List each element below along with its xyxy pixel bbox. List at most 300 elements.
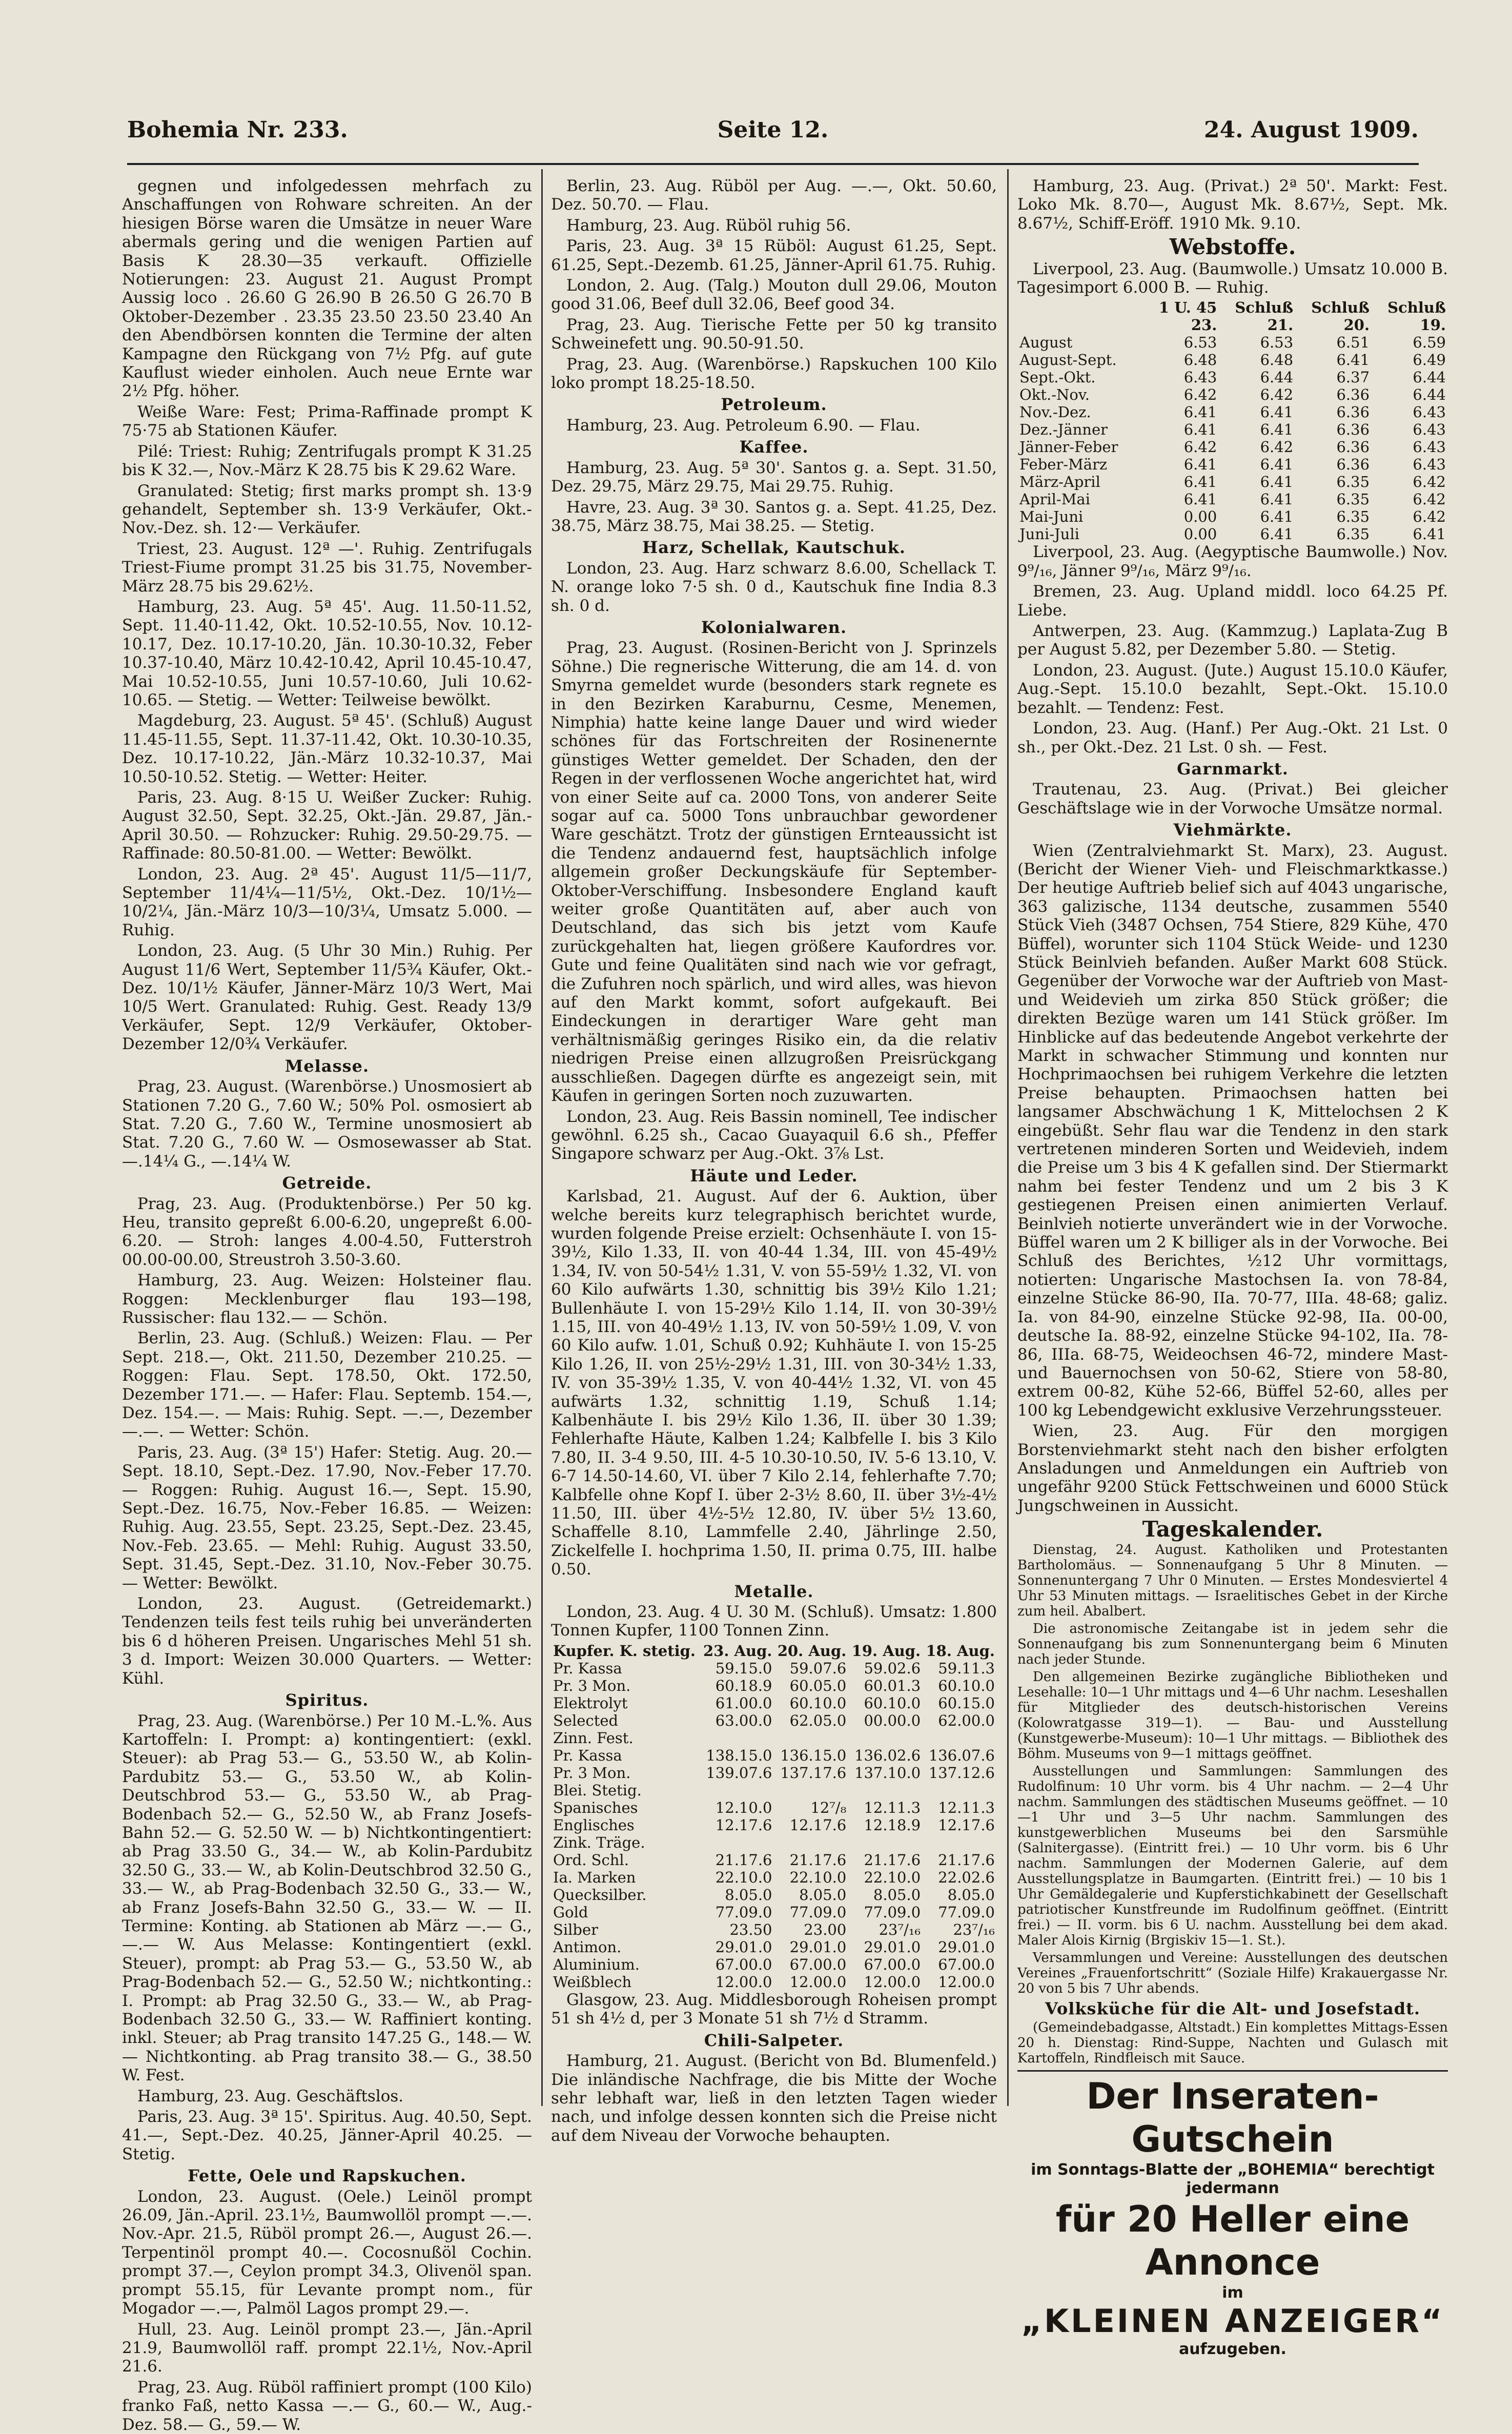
section-heading-kaffee: Kaffee. xyxy=(739,437,809,457)
table-cell xyxy=(700,1834,774,1851)
report-paragraph: Karlsbad, 21. August. Auf der 6. Auktion, über welche bereits kurz telegraphisch berichtet wurde, wurden folgende Preise erzielt: Ochsenhäute I. von 15-39½, Kilo 1.33, II. von 40-44 1.34, III. von 45-49½ 1.34, IV. von 50-54½ 1.31, V. von 55-59½ 1.32, VI. von 60 Kilo aufwärts 1.30, schnittig bis 39½ Kilo 1.21; Bullenhäute I. von 15-29½ Kilo 1.14, II. von 30-39½ 1.15, III. von 40-49½ 1.13, IV. von 50-59½ 1.09, V. von 60 Kilo aufw. 1.01, Schuß 0.92; Kuhhäute I. von 15-25 Kilo 1.26, II. von 25½-29½ 1.31, III. von 30-34½ 1.33, IV. von 35-39½ 1.35, V. von 40-44½ 1.32, VI. von 45 aufwärts 1.32, schnittig 1.19, Schuß 1.14; Kalbenhäute I. bis 29½ Kilo 1.36, II. über 30 1.39; Fehlerhafte Häute, Kalben 1.24; Kalbfelle I. bis 3 Kilo 7.80, II. 3-4 9.50, III. 4-5 10.30-10.50, IV. 5-6 13.10, V. 6-7 14.50-14.60, VI. über 7 Kilo 2.14, fehlerhafte 7.70; Kalbfelle ohne Kopf I. über 2-3½ 8.60, II. über 3½-4½ 11.50, III. über 4½-5½ 12.80, IV. über 5½ 13.60, Schaffelle 8.10, Lammfelle 2.40, Jährlinge 2.50, Zickelfelle I. hochprima 1.50, II. prima 0.75, III. halbe 0.50. xyxy=(551,1187,997,1579)
report-paragraph: Paris, 23. Aug. (3ª 15') Hafer: Stetig. Aug. 20.— Sept. 18.10, Sept.-Dez. 17.90, Nov.-Feber 17.70. — Roggen: Ruhig. August 16.—, Sept. 15.90, Sept.-Dez. 16.75, Nov.-Feber 16.85. — Weizen: Ruhig. Aug. 23.55, Sept. 23.25, Sept.-Dez. 23.45, Nov.-Feb. 23.65. — Mehl: Ruhig. August 33.50, Sept. 31.45, Sept.-Dez. 31.10, Nov.-Feber 30.75. — Wetter: Bewölkt. xyxy=(122,1443,532,1592)
ad-offer: für 20 Heller eine Annonce xyxy=(1055,2198,1410,2283)
table-cell: 62.05.0 xyxy=(789,1711,847,1729)
report-paragraph: Den allgemeinen Bezirke zugängliche Bibliotheken und Lesehalle: 10—1 Uhr mittags und 4—6 Uhr nachm. Leseshallen für Mitglieder des deutsch-historischen Vereins (Kolowratgasse 319—1). — Bau- und Ausstellung (Kunstgewerbe-Museum): 10—1 Uhr mittags. — Bibliothek des Böhm. Museums von 9—1 mittags geöffnet. xyxy=(1017,1669,1448,1762)
table-cell xyxy=(848,1782,923,1799)
table-cell: Elektrolyt xyxy=(553,1694,628,1712)
saltpeter-reports xyxy=(551,2052,997,2145)
table-cell: 1 U. 45 xyxy=(1158,299,1217,317)
table-cell xyxy=(1017,316,1143,334)
report-paragraph: Antwerpen, 23. Aug. (Kammzug.) Laplata-Zug B per August 5.82, per Dezember 5.80. — Stetig. xyxy=(1017,622,1448,659)
column-rule-2 xyxy=(1007,169,1009,2106)
table-cell: Selected xyxy=(553,1711,619,1729)
report-paragraph: Hamburg, 23. Aug. 5ª 45'. Aug. 11.50-11.52, Sept. 11.40-11.42, Okt. 10.52-10.55, Nov. 10.12-10.17, Dez. 10.17-10.20, Jän. 10.30-10.32, Feber 10.37-10.40, März 10.42-10.42, April 10.45-10.47, Mai 10.52-10.55, Juni 10.57-10.60, Juli 10.62-10.65. — Stetig. — Wetter: Teilweise bewölkt. xyxy=(122,597,532,709)
table-cell: 59.11.3 xyxy=(938,1659,995,1677)
table-cell: Pr. Kassa xyxy=(553,1659,622,1677)
table-cell: 6.48 xyxy=(1183,351,1217,369)
report-paragraph: Bremen, 23. Aug. Upland middl. loco 64.25 Pf. Liebe. xyxy=(1017,582,1448,620)
table-cell: 20. xyxy=(1343,316,1370,334)
table-cell: 6.41 xyxy=(1336,351,1370,369)
table-cell: Englisches xyxy=(553,1816,635,1834)
section-heading-garnmarkt: Garnmarkt. xyxy=(1177,759,1289,779)
table-cell: Dez.-Jänner xyxy=(1019,421,1108,439)
column-rule-1 xyxy=(541,169,543,2106)
table-cell: 6.48 xyxy=(1260,351,1294,369)
table-cell: 12.17.6 xyxy=(789,1816,847,1834)
table-cell xyxy=(774,1782,849,1799)
table-row xyxy=(551,1973,997,1991)
table-cell: Schluß xyxy=(1235,299,1294,317)
table-cell: Zink. Träge. xyxy=(553,1833,645,1851)
table-cell: 6.41 xyxy=(1260,525,1294,543)
table-cell: 6.42 xyxy=(1260,438,1294,456)
table-cell: Antimon. xyxy=(553,1938,622,1956)
table-row xyxy=(1017,525,1448,543)
table-cell: 23. xyxy=(1191,316,1217,334)
section-heading-webstoffe: Webstoffe. xyxy=(1169,234,1296,260)
table-cell: 6.59 xyxy=(1413,334,1446,352)
table-cell: Pr. Kassa xyxy=(553,1746,622,1764)
resin-reports xyxy=(551,559,997,615)
table-cell: 6.53 xyxy=(1260,334,1294,352)
report-paragraph: London, 23. Aug. Harz schwarz 8.6.00, Schellack T. N. orange loko 7·5 sh. 0 d., Kautschuk fine India 8.3 sh. 0 d. xyxy=(551,559,997,615)
report-paragraph: Pilé: Triest: Ruhig; Zentrifugals prompt K 31.25 bis K 32.—, Nov.-März K 28.75 bis K 29.62 Ware. xyxy=(122,442,532,480)
table-cell: 21.17.6 xyxy=(715,1851,772,1869)
table-cell: Jänner-Feber xyxy=(1019,438,1118,456)
table-cell: 12.11.3 xyxy=(938,1798,995,1816)
table-cell: 12.00.0 xyxy=(789,1973,847,1991)
table-cell: 6.49 xyxy=(1413,351,1446,369)
table-row xyxy=(551,1956,997,1973)
ad-headline: Der Inseraten-Gutschein xyxy=(1086,2075,1379,2160)
column-1 xyxy=(122,177,532,2434)
report-paragraph: Hamburg, 23. Aug. Weizen: Holsteiner flau. Roggen: Mecklenburger flau 193—198, Russischer: flau 132.— — Schön. xyxy=(122,1271,532,1327)
table-cell: Ia. Marken xyxy=(553,1868,636,1886)
table-row xyxy=(1017,508,1448,525)
report-paragraph: London, 2. Aug. (Talg.) Mouton dull 29.06, Mouton good 31.06, Beef dull 32.06, Beef good 34. xyxy=(551,276,997,314)
table-cell: 6.44 xyxy=(1260,369,1294,386)
report-paragraph: Die astronomische Zeitangabe ist in jedem sehr die Sonnenaufgang bis zum Sonnenuntergang beim 6 Minuten nach jeder Stunde. xyxy=(1017,1621,1448,1667)
ad-aufzugeben: aufzugeben. xyxy=(1179,2340,1286,2358)
table-cell: 60.15.0 xyxy=(938,1694,995,1712)
table-cell: 6.42 xyxy=(1413,490,1446,508)
table-cell: 12.10.0 xyxy=(715,1798,772,1816)
table-cell: 6.41 xyxy=(1260,508,1294,526)
report-paragraph: Versammlungen und Vereine: Ausstellungen des deutschen Vereines „Frauenfortschritt“ (Soziale Hilfe) Krakauergasse Nr. 20 von 5 bis 7 Uhr abends. xyxy=(1017,1950,1448,1996)
table-cell: 77.09.0 xyxy=(938,1903,995,1921)
table-cell: 6.35 xyxy=(1336,490,1370,508)
table-cell: 77.09.0 xyxy=(715,1903,772,1921)
colonial-reports xyxy=(551,639,997,1163)
table-cell: 60.10.0 xyxy=(789,1694,847,1712)
table-row xyxy=(551,1938,997,1956)
report-paragraph: Hamburg, 23. Aug. 5ª 30'. Santos g. a. Sept. 31.50, Dez. 29.75, März 29.75, Mai 29.75. Ruhig. xyxy=(551,458,997,496)
table-cell: 19. Aug. xyxy=(851,1642,921,1660)
livestock-reports xyxy=(1017,842,1448,1516)
table-cell: 22.02.6 xyxy=(938,1868,995,1886)
table-cell xyxy=(848,1834,923,1851)
table-cell: 77.09.0 xyxy=(789,1903,847,1921)
table-row xyxy=(551,1921,997,1938)
issue-date: 24. August 1909. xyxy=(1204,117,1419,143)
table-cell: 29.01.0 xyxy=(715,1938,772,1956)
table-cell: 59.07.6 xyxy=(789,1659,847,1677)
table-cell: März-April xyxy=(1019,473,1100,491)
table-cell: 6.41 xyxy=(1413,525,1446,543)
table-cell: Zinn. Fest. xyxy=(553,1729,634,1747)
table-cell: 23. Aug. xyxy=(703,1642,772,1660)
table-cell: 137.10.0 xyxy=(854,1764,921,1782)
section-heading-tageskalender: Tageskalender. xyxy=(1142,1517,1323,1542)
report-paragraph: London, 23. August. (Getreidemarkt.) Tendenzen teils fest teils ruhig bei unveränderten bis 6 d höheren Preisen. Ungarisches Mehl 51 sh. 3 d. Import: Weizen 30.000 Quarters. — Wetter: Kühl. xyxy=(122,1594,532,1688)
table-cell xyxy=(848,1729,923,1747)
table-row xyxy=(551,1747,997,1764)
table-cell: 6.41 xyxy=(1183,421,1217,439)
report-paragraph: London, 23. Aug. Reis Bassin nominell, Tee indischer gewöhnl. 6.25 sh., Cacao Guayaquil 6.6 sh., Pfeffer Singapore schwarz per Aug.-Okt. 3⅞ Lst. xyxy=(551,1107,997,1163)
table-cell: 12.18.9 xyxy=(864,1816,921,1834)
report-paragraph: Prag, 23. Aug. (Warenbörse.) Rapskuchen 100 Kilo loko prompt 18.25-18.50. xyxy=(551,355,997,393)
table-cell: 6.36 xyxy=(1336,456,1370,474)
table-cell: 22.10.0 xyxy=(789,1868,847,1886)
table-row xyxy=(1017,386,1448,403)
table-cell: Sept.-Okt. xyxy=(1019,369,1096,386)
table-row xyxy=(551,1869,997,1886)
table-cell: 136.02.6 xyxy=(854,1746,921,1764)
section-heading-viehmaerkte: Viehmärkte. xyxy=(1173,820,1292,840)
table-cell: 6.41 xyxy=(1183,403,1217,421)
section-heading-harz: Harz, Schellak, Kautschuk. xyxy=(642,538,906,558)
table-cell xyxy=(700,1729,774,1747)
table-row xyxy=(551,1816,997,1834)
advertisement-inserate xyxy=(1017,2070,1448,2359)
report-paragraph: Granulated: Stetig; first marks prompt sh. 13·9 gehandelt, September sh. 13·9 Verkäufer, Okt.-Nov.-Dez. sh. 12·— Verkäufer. xyxy=(122,481,532,538)
section-heading-melasse: Melasse. xyxy=(284,1056,370,1076)
table-cell: 21.17.6 xyxy=(938,1851,995,1869)
table-cell xyxy=(700,1782,774,1799)
yarn-reports xyxy=(1017,780,1448,817)
melasse-reports xyxy=(122,1077,532,1171)
table-cell: Feber-März xyxy=(1019,456,1108,474)
table-cell: 67.00.0 xyxy=(938,1955,995,1973)
page-number: Seite 12. xyxy=(717,117,829,143)
table-cell: Silber xyxy=(553,1920,599,1938)
table-row xyxy=(1017,369,1448,386)
table-cell: Pr. 3 Mon. xyxy=(553,1676,631,1694)
report-paragraph: Prag, 23. Aug. Rüböl raffiniert prompt (100 Kilo) franko Faß, netto Kassa —.— G., 60.— W., Aug.-Dez. 58.— G., 59.— W. xyxy=(122,2378,532,2434)
grain-reports xyxy=(122,1195,532,1688)
table-cell: 20. Aug. xyxy=(777,1642,847,1660)
table-cell: August-Sept. xyxy=(1019,351,1117,369)
cotton-table xyxy=(1017,299,1448,543)
table-cell: Quecksilber. xyxy=(553,1886,647,1904)
report-paragraph: Dienstag, 24. August. Katholiken und Protestanten Bartholomäus. — Sonnenaufgang 5 Uhr 8 Minuten. — Sonnenuntergang 7 Uhr 0 Minuten. — Erstes Mondesviertel 4 Uhr 53 Minuten mittags. — Israelitisches Gebet in der Kirche zum heil. Abalbert. xyxy=(1017,1542,1448,1619)
table-cell: 12.11.3 xyxy=(864,1798,921,1816)
metals-glasgow: Glasgow, 23. Aug. Middlesborough Roheisen prompt 51 sh 4½ d, per 3 Monate 51 sh 7½ d Stramm. xyxy=(551,1990,997,2028)
table-row xyxy=(1017,456,1448,473)
sugar-reports xyxy=(122,177,532,1054)
report-paragraph: Magdeburg, 23. August. 5ª 45'. (Schluß) August 11.45-11.55, Sept. 11.37-11.42, Okt. 10.30-10.35, Dez. 10.17-10.22, Jän.-März 10.32-10.37, Mai 10.50-10.52. Stetig. — Wetter: Heiter. xyxy=(122,711,532,786)
table-cell: 60.05.0 xyxy=(789,1676,847,1694)
table-cell: 6.42 xyxy=(1413,473,1446,491)
table-cell xyxy=(923,1834,997,1851)
column-2 xyxy=(551,177,997,2145)
table-cell: 6.42 xyxy=(1183,438,1217,456)
fats-reports xyxy=(122,2187,532,2434)
table-cell: April-Mai xyxy=(1019,490,1090,508)
section-heading-spiritus: Spiritus. xyxy=(285,1690,369,1710)
table-cell: Weißblech xyxy=(553,1973,632,1991)
table-cell: 6.43 xyxy=(1183,369,1217,386)
table-cell: 8.05.0 xyxy=(799,1886,847,1904)
table-cell: 6.36 xyxy=(1336,421,1370,439)
report-paragraph: Havre, 23. Aug. 3ª 30. Santos g. a. Sept. 41.25, Dez. 38.75, März 38.75, Mai 38.25. — Stetig. xyxy=(551,498,997,535)
table-cell: 6.35 xyxy=(1336,473,1370,491)
table-cell: Nov.-Dez. xyxy=(1019,403,1091,421)
table-cell: 6.41 xyxy=(1183,473,1217,491)
table-row xyxy=(551,1851,997,1869)
table-cell: 6.44 xyxy=(1413,386,1446,404)
hides-reports xyxy=(551,1187,997,1579)
table-row xyxy=(1017,421,1448,438)
table-row xyxy=(551,1904,997,1921)
table-row xyxy=(551,1834,997,1851)
table-cell: 59.02.6 xyxy=(864,1659,921,1677)
section-heading-getreide: Getreide. xyxy=(282,1173,372,1193)
table-cell: Spanisches xyxy=(553,1798,638,1816)
report-paragraph: Prag, 23. Aug. (Warenbörse.) Per 10 M.-L.%. Aus Kartoffeln: I. Prompt: a) kontingentiert: (exkl. Steuer): ab Prag 53.— G., 53.50 W., ab Kolin-Pardubitz 53.— G., 53.50 W., ab Kolin-Deutschbrod 53.— G., 53.50 W., ab Prag-Bodenbach 52.— G., 52.50 W., ab Franz Josefs-Bahn 52.— G. 52.50 W. — b) Nichtkontingentiert: ab Prag 33.50 G., 34.— W., ab Kolin-Pardubitz 32.50 G., 33.— W., ab Kolin-Deutschbrod 32.50 G., 33.— W., ab Prag-Bodenbach 32.50 G., 33.— W., ab Franz Josefs-Bahn 32.50 G., 33.— W. — II. Termine: Konting. ab Stationen ab März —.— G., —.— W. Aus Melasse: Kontingentiert (exkl. Steuer), prompt: ab Prag 53.— G., 53.50 W., ab Prag-Bodenbach 52.— G., 52.50 W.; nichtkonting.: I. Prompt: ab Prag 32.50 G., 33.— W., ab Prag-Bodenbach 32.50 G., 33.— W. Raffiniert konting. inkl. Steuer; ab Prag transito 147.25 G., 148.— W.— Nichtkonting. ab Prag transito 38.— G., 38.50 W. Fest. xyxy=(122,1711,532,2085)
section-heading-metalle: Metalle. xyxy=(734,1581,814,1601)
report-paragraph: Prag, 23. August. (Rosinen-Bericht von J. Sprinzels Söhne.) Die regnerische Witterung, die am 14. d. von Smyrna gemeldet wurde (besonders stark regnete es in den Bezirken Karaburnu, Cesme, Menemen, Nimphia) hatte keine lange Dauer und wird wieder schönes für das Fortschreiten der Rosinenernte günstiges Wetter gemeldet. Der Schaden, den der Regen in der verflossenen Woche angerichtet hat, wird von einer Seite auf ca. 2000 Tons, von anderer Seite sogar auf ca. 5000 Tons unbrauchbar gewordener Ware geschätzt. Trotz der günstigen Ernteaussicht ist die Tendenz andauernd fest, hauptsächlich infolge allgemein großer Deckungskäufe für September-Oktober-Verschiffung. Insbesondere England kauft weiter große Quantitäten auf, aber auch von Deutschland, das sich bis jetzt vom Kaufe zurückgehalten hat, liegen größere Kaufordres vor. Gute und feine Qualitäten sind nach wie vor gefragt, die Zufuhren noch spärlich, und wird alles, was hievon auf den Markt kommt, sofort aufgekauft. Bei Eindeckungen in derartiger Ware geht man verhältnismäßig geringes Risiko ein, da die relativ niedrigen Preise einen allzugroßen Preisrückgang ausschließen. Dagegen dürfte es angezeigt sein, mit Käufen in geringen Sorten noch zuzuwarten. xyxy=(551,639,997,1106)
cotton-table-body xyxy=(1017,334,1448,543)
report-paragraph: gegnen und infolgedessen mehrfach zu Anschaffungen von Rohware schreiten. An der hiesigen Börse waren die Umsätze in neuer Ware abermals gering und die wenigen Partien auf Basis K 28.30—35 verkauft. Offizielle Notierungen: 23. August 21. August Prompt Aussig loco . 26.60 G 26.90 B 26.50 G 26.70 B Oktober-Dezember . 23.35 23.50 23.50 23.40 An den Abendbörsen konnten die Termine der alten Kampagne den Rückgang von 7½ Pfg. auf gute Kauflust wieder einholen. Auch neue Ernte war 2½ Pfg. höher. xyxy=(122,177,532,401)
report-paragraph: Prag, 23. August. (Warenbörse.) Unosmosiert ab Stationen 7.20 G., 7.60 W.; 50% Pol. osmosiert ab Stat. 7.20 G., 7.60 W., Termine unosmosiert ab Stat. 7.20 G., 7.60 W. — Osmosewasser ab Stat. —.14¼ G., —.14¼ W. xyxy=(122,1077,532,1171)
table-cell: Juni-Juli xyxy=(1019,525,1079,543)
coffee-reports xyxy=(551,459,997,536)
table-cell: 61.00.0 xyxy=(715,1694,772,1712)
table-cell: 29.01.0 xyxy=(789,1938,847,1956)
metals-table-header xyxy=(551,1642,997,1660)
report-paragraph: Liverpool, 23. Aug. (Aegyptische Baumwolle.) Nov. 9⁹/₁₆, Jänner 9⁹/₁₆, März 9⁹/₁₆. xyxy=(1017,543,1448,580)
table-cell: 6.43 xyxy=(1413,421,1446,439)
table-cell: 6.41 xyxy=(1260,456,1294,474)
table-cell: 136.07.6 xyxy=(928,1746,995,1764)
table-cell: Ord. Schl. xyxy=(553,1851,629,1869)
report-paragraph: Paris, 23. Aug. 3ª 15 Rüböl: August 61.25, Sept. 61.25, Sept.-Dezemb. 61.25, Jänner-April 61.75. Ruhig. xyxy=(551,237,997,274)
table-cell: 6.41 xyxy=(1260,421,1294,439)
metals-table-body xyxy=(551,1660,997,1991)
table-cell: 19. xyxy=(1420,316,1446,334)
table-cell: Kupfer. K. stetig. xyxy=(553,1642,696,1660)
table-cell: 77.09.0 xyxy=(864,1903,921,1921)
report-paragraph: Hamburg, 21. August. (Bericht von Bd. Blumenfeld.) Die inländische Nachfrage, die bis Mitte der Woche sehr lebhaft war, ließ in den letzten Tagen wieder nach, und infolge dessen konnten sich die Preise nicht auf dem Niveau der Vorwoche behaupten. xyxy=(551,2052,997,2145)
table-cell: 137.17.6 xyxy=(780,1764,847,1782)
table-row xyxy=(551,1764,997,1782)
table-cell: 22.10.0 xyxy=(715,1868,772,1886)
page-header xyxy=(127,117,1419,153)
section-heading-kolonialwaren: Kolonialwaren. xyxy=(701,617,847,637)
table-cell: 23⁷/₁₆ xyxy=(953,1920,995,1938)
table-cell: 6.35 xyxy=(1336,525,1370,543)
masthead-issue: Bohemia Nr. 233. xyxy=(127,117,348,143)
ad-im: im xyxy=(1222,2283,1243,2302)
column-3 xyxy=(1017,177,1448,2358)
report-paragraph: Weiße Ware: Fest; Prima-Raffinade prompt K 75·75 ab Stationen Käufer. xyxy=(122,402,532,440)
table-cell: 12.00.0 xyxy=(938,1973,995,1991)
report-paragraph: Hamburg, 23. Aug. Petroleum 6.90. — Flau. xyxy=(566,416,921,435)
table-row xyxy=(551,1782,997,1799)
table-cell: 6.36 xyxy=(1336,386,1370,404)
table-cell: Blei. Stetig. xyxy=(553,1781,642,1799)
calendar-entries xyxy=(1017,1542,1448,1996)
report-paragraph: Berlin, 23. Aug. Rüböl per Aug. —.—, Okt. 50.60, Dez. 50.70. — Flau. xyxy=(551,177,997,214)
table-cell: 8.05.0 xyxy=(725,1886,772,1904)
table-cell: 60.10.0 xyxy=(938,1676,995,1694)
table-cell xyxy=(923,1782,997,1799)
report-paragraph: London, 23. Aug. 2ª 45'. August 11/5—11/7, September 11/4¼—11/5½, Okt.-Dez. 10/1½—10/2¼, Jän.-März 10/3—10/3¼, Umsatz 5.000. — Ruhig. xyxy=(122,865,532,939)
table-cell xyxy=(774,1729,849,1747)
table-cell: Okt.-Nov. xyxy=(1019,386,1090,404)
section-heading-petroleum: Petroleum. xyxy=(721,395,827,415)
table-cell: 6.42 xyxy=(1413,508,1446,526)
table-cell: 12.00.0 xyxy=(864,1973,921,1991)
table-cell: 21.17.6 xyxy=(864,1851,921,1869)
table-cell: 6.42 xyxy=(1260,386,1294,404)
report-paragraph: Hull, 23. Aug. Leinöl prompt 23.—, Jän.-April 21.9, Baumwollöl raff. prompt 22.1½, Nov.-April 21.6. xyxy=(122,2320,532,2376)
report-paragraph: Paris, 23. Aug. 3ª 15'. Spiritus. Aug. 40.50, Sept. 41.—, Sept.-Dez. 40.25, Jänner-April 40.25. — Stetig. xyxy=(122,2108,532,2163)
report-paragraph: Ausstellungen und Sammlungen: Sammlungen des Rudolfinum: 10 Uhr vorm. bis 4 Uhr nachm. — 2—4 Uhr nachm. Sammlungen des städtischen Museums geöffnet. — 10—1 Uhr und 3—5 Uhr nachm. Sammlungen des kunstgewerblichen Museums bei den Sarsmühle (Salnitergasse). (Eintritt frei.) — 10 Uhr vorm. bis 6 Uhr nachm. Sammlungen der Modernen Galerie, auf dem Ausstellungsplatze in Baumgarten. (Eintritt frei.) — 10 bis 1 Uhr Gemäldegalerie und Kupferstichkabinett der Gesellschaft patriotischer Kunstfreunde im Rudolfinum geöffnet. (Eintritt frei.) — II. vorm. bis 6 U. nachm. Ausstellung bei dem akad. Maler Alois Kirnig (Brgiskiv 15—1. St.). xyxy=(1017,1763,1448,1948)
table-cell: 6.43 xyxy=(1413,438,1446,456)
table-row xyxy=(1017,403,1448,421)
table-cell: 59.15.0 xyxy=(715,1659,772,1677)
petroleum-reports xyxy=(551,416,997,435)
table-cell: 6.41 xyxy=(1183,490,1217,508)
table-cell: 67.00.0 xyxy=(789,1955,847,1973)
table-cell: 22.10.0 xyxy=(864,1868,921,1886)
table-row xyxy=(551,1660,997,1677)
oil-reports xyxy=(551,177,997,392)
report-paragraph: London, 23. Aug. (Hanf.) Per Aug.-Okt. 21 Lst. 0 sh., per Okt.-Dez. 21 Lst. 0 sh. — Fest. xyxy=(1017,719,1448,756)
table-cell: 6.41 xyxy=(1260,473,1294,491)
report-paragraph: Prag, 23. Aug. (Produktenbörse.) Per 50 kg. Heu, transito gepreßt 6.00-6.20, ungepreßt 6.00-6.20. — Stroh: langes 4.00-4.50, Futterstroh 00.00-00.00, Streustroh 3.50-3.60. xyxy=(122,1194,532,1269)
table-cell: 23.50 xyxy=(729,1920,772,1938)
cotton-table-header xyxy=(1017,299,1448,316)
table-cell: 21.17.6 xyxy=(789,1851,847,1869)
table-cell: 12⁷/₈ xyxy=(810,1798,847,1816)
ad-subline: im Sonntags-Blatte der „BOHEMIA“ berechtigt jedermann xyxy=(1031,2160,1435,2197)
metals-intro: London, 23. Aug. 4 U. 30 M. (Schluß). Umsatz: 1.800 Tonnen Kupfer, 1100 Tonnen Zinn. xyxy=(551,1603,997,1640)
report-paragraph: Trautenau, 23. Aug. (Privat.) Bei gleicher Geschäftslage wie in der Vorwoche Umsätze normal. xyxy=(1017,780,1448,817)
table-cell xyxy=(923,1729,997,1747)
table-cell: 6.36 xyxy=(1336,403,1370,421)
report-paragraph: Hamburg, 23. Aug. Rüböl ruhig 56. xyxy=(566,216,851,235)
table-cell: 6.37 xyxy=(1336,369,1370,386)
metals-table xyxy=(551,1642,997,1991)
table-cell: 0.00 xyxy=(1183,525,1217,543)
report-paragraph: Hamburg, 23. Aug. (Privat.) 2ª 50'. Markt: Fest. Loko Mk. 8.70—, August Mk. 8.67½, Sept. Mk. 8.67½, Schiff-Eröff. 1910 Mk. 9.10. xyxy=(1017,177,1448,233)
table-cell: 6.43 xyxy=(1413,456,1446,474)
report-paragraph: Wien, 23. Aug. Für den morgigen Borstenviehmarkt steht nach den bisher erfolgten Ansladungen und Anmeldungen ein Auftrieb von ungefähr 9200 Stück Fettschweinen und 6000 Stück Jungschweinen in Aussicht. xyxy=(1017,1422,1448,1515)
table-cell: 23⁷/₁₆ xyxy=(878,1920,921,1938)
table-cell xyxy=(774,1834,849,1851)
table-row xyxy=(551,1799,997,1816)
table-cell: Schluß xyxy=(1311,299,1370,317)
sugar-hamburg-report xyxy=(1017,177,1448,233)
table-row xyxy=(1017,351,1448,369)
table-cell: 6.53 xyxy=(1183,334,1217,352)
table-cell: 29.01.0 xyxy=(938,1938,995,1956)
table-cell: 0.00 xyxy=(1183,508,1217,526)
report-paragraph: London, 23. August. (Jute.) August 15.10.0 Käufer, Aug.-Sept. 15.10.0 bezahlt, Sept.-Okt. 15.10.0 bezahlt. — Tendenz: Fest. xyxy=(1017,661,1448,717)
table-cell: 23.00 xyxy=(804,1920,847,1938)
table-cell: 63.00.0 xyxy=(715,1711,772,1729)
section-heading-haeute: Häute und Leder. xyxy=(690,1165,858,1185)
table-cell: Aluminium. xyxy=(553,1955,640,1973)
textile-reports xyxy=(1017,543,1448,756)
table-row xyxy=(1017,490,1448,508)
ad-kleinen-anzeiger: „KLEINEN ANZEIGER“ xyxy=(1021,2302,1444,2340)
table-row xyxy=(551,1712,997,1729)
table-cell: 6.41 xyxy=(1260,490,1294,508)
table-cell: 60.01.3 xyxy=(864,1676,921,1694)
table-cell: Gold xyxy=(553,1903,588,1921)
table-row xyxy=(551,1886,997,1904)
table-cell: 67.00.0 xyxy=(715,1955,772,1973)
table-cell: 29.01.0 xyxy=(864,1938,921,1956)
table-cell: 00.00.0 xyxy=(864,1711,921,1729)
table-cell: 8.05.0 xyxy=(873,1886,921,1904)
table-cell: 67.00.0 xyxy=(864,1955,921,1973)
report-paragraph: London, 23. Aug. (5 Uhr 30 Min.) Ruhig. Per August 11/6 Wert, September 11/5¾ Käufer, Okt.-Dez. 10/1½ Käufer, Jänner-März 10/3 Wert, Mai 10/5 Wert. Granulated: Ruhig. Gest. Ready 13/9 Verkäufer, Sept. 12/9 Verkäufer, Oktober-Dezember 12/0¾ Verkäufer. xyxy=(122,942,532,1054)
table-cell: Pr. 3 Mon. xyxy=(553,1764,631,1782)
table-cell: 6.51 xyxy=(1336,334,1370,352)
section-heading-fette: Fette, Oele und Rapskuchen. xyxy=(188,2166,466,2186)
table-row xyxy=(1017,334,1448,351)
table-row xyxy=(1017,473,1448,490)
table-cell: 12.17.6 xyxy=(938,1816,995,1834)
table-cell: 18. Aug. xyxy=(926,1642,995,1660)
table-cell: 21. xyxy=(1267,316,1294,334)
table-cell: 6.44 xyxy=(1413,369,1446,386)
report-paragraph: Berlin, 23. Aug. (Schluß.) Weizen: Flau. — Per Sept. 218.—, Okt. 211.50, Dezember 210.25. — Roggen: Flau. Sept. 178.50, Okt. 172.50, Dezember 171.—. — Hafer: Flau. Septemb. 154.—, Dez. 154.—. — Mais: Ruhig. Sept. —.—, Dezember —.—. — Wetter: Schön. xyxy=(122,1329,532,1441)
report-paragraph: London, 23. August. (Oele.) Leinöl prompt 26.09, Jän.-April. 23.1½, Baumwollöl prompt —.—. Nov.-Apr. 21.5, Rüböl prompt 26.—, August 26.—. Terpentinöl prompt 40.—. Cocosnußöl Cochin. prompt 37.—, Ceylon prompt 34.3, Olivenöl span. prompt 55.15, für Levante prompt nom., für Mogador —.—, Palmöl Lagos prompt 29.—. xyxy=(122,2187,532,2318)
webstoffe-intro: Liverpool, 23. Aug. (Baumwolle.) Umsatz 10.000 B. Tagesimport 6.000 B. — Ruhig. xyxy=(1017,259,1448,297)
report-paragraph: Hamburg, 23. Aug. Geschäftslos. xyxy=(137,2087,404,2105)
table-cell: 60.18.9 xyxy=(715,1676,772,1694)
table-cell: 12.00.0 xyxy=(715,1973,772,1991)
table-cell: 6.41 xyxy=(1183,456,1217,474)
table-cell: 8.05.0 xyxy=(947,1886,995,1904)
section-heading-salpeter: Chili-Salpeter. xyxy=(704,2030,844,2050)
report-paragraph: Prag, 23. Aug. Tierische Fette per 50 kg transito Schweinefett ung. 90.50-91.50. xyxy=(551,315,997,353)
table-cell: 6.36 xyxy=(1336,438,1370,456)
table-row xyxy=(551,1694,997,1712)
table-cell: 6.35 xyxy=(1336,508,1370,526)
table-cell: 137.12.6 xyxy=(928,1764,995,1782)
report-paragraph: Paris, 23. Aug. 8·15 U. Weißer Zucker: Ruhig. August 32.50, Sept. 32.25, Okt.-Jän. 29.87, Jän.-April 30.50. — Rohzucker: Ruhig. 29.50-29.75. — Raffinade: 80.50-81.00. — Wetter: Bewölkt. xyxy=(122,788,532,863)
table-cell: 6.41 xyxy=(1260,403,1294,421)
table-row xyxy=(1017,438,1448,456)
report-paragraph: Wien (Zentralviehmarkt St. Marx), 23. August. (Bericht der Wiener Vieh- und Fleischmarktkasse.) Der heutige Auftrieb belief sich auf 4043 ungarische, 363 galizische, 1134 deutsche, zusammen 5540 Stück Vieh (3487 Ochsen, 754 Stiere, 829 Kühe, 470 Büffel), worunter sich 1104 Stück Weide- und 1230 Stück Beinlvieh befanden. Außer Markt 608 Stück. Gegenüber der Vorwoche war der Auftrieb von Mast- und Weidevieh um zirka 850 Stück größer; die direkten Bezüge waren um 141 Stück größer. Im Hinblicke auf das bedeutende Angebot verkehrte der Markt in schwacher Stimmung und konnten nur Hochprimaochsen bei ruhigem Verkehre die letzten Preise behaupten. Primaochsen hatten bei langsamer Abschwächung 1 K, Mittelochsen 2 K eingebüßt. Sehr flau war die Tendenz in den stark vertretenen minderen Sorten und Weidevieh, indem die Preise um 3 bis 4 K gefallen sind. Der Stiermarkt nahm bei fester Tendenz und um 2 bis 3 K gestiegenen Preisen einen animierten Verlauf. Beinlvieh notierte unverändert wie in der Vorwoche. Büffel waren um 2 K billiger als in der Vorwoche. Bei Schluß des Berichtes, ½12 Uhr vormittags, notierten: Ungarische Mastochsen Ia. von 78-84, einzelne Stücke 86-90, IIa. 70-77, IIIa. 48-68; galiz. Ia. von 84-90, einzelne Stücke 92-98, IIa. 00-00, deutsche Ia. 88-92, einzelne Stücke 94-102, IIa. 78-86, IIIa. 68-75, Weideochsen 46-72, mindere Mast- und Bauernochsen von 50-62, Stiere von 58-80, extrem 00-82, Kühe 52-66, Büffel 52-60, alles per 100 kg Lebendgewicht exklusive Verzehrungssteuer. xyxy=(1017,841,1448,1420)
table-cell: 12.17.6 xyxy=(715,1816,772,1834)
cotton-table-header-dates xyxy=(1017,316,1448,334)
table-cell xyxy=(1017,299,1143,316)
table-row xyxy=(551,1729,997,1747)
table-cell: 136.15.0 xyxy=(780,1746,847,1764)
table-cell: August xyxy=(1019,334,1073,352)
section-heading-volkskueche: Volksküche für die Alt- und Josefstadt. xyxy=(1045,1998,1420,2018)
report-paragraph: Triest, 23. August. 12ª —'. Ruhig. Zentrifugals Triest-Fiume prompt 31.25 bis 31.75, November-März 28.75 bis 29.62½. xyxy=(122,539,532,596)
